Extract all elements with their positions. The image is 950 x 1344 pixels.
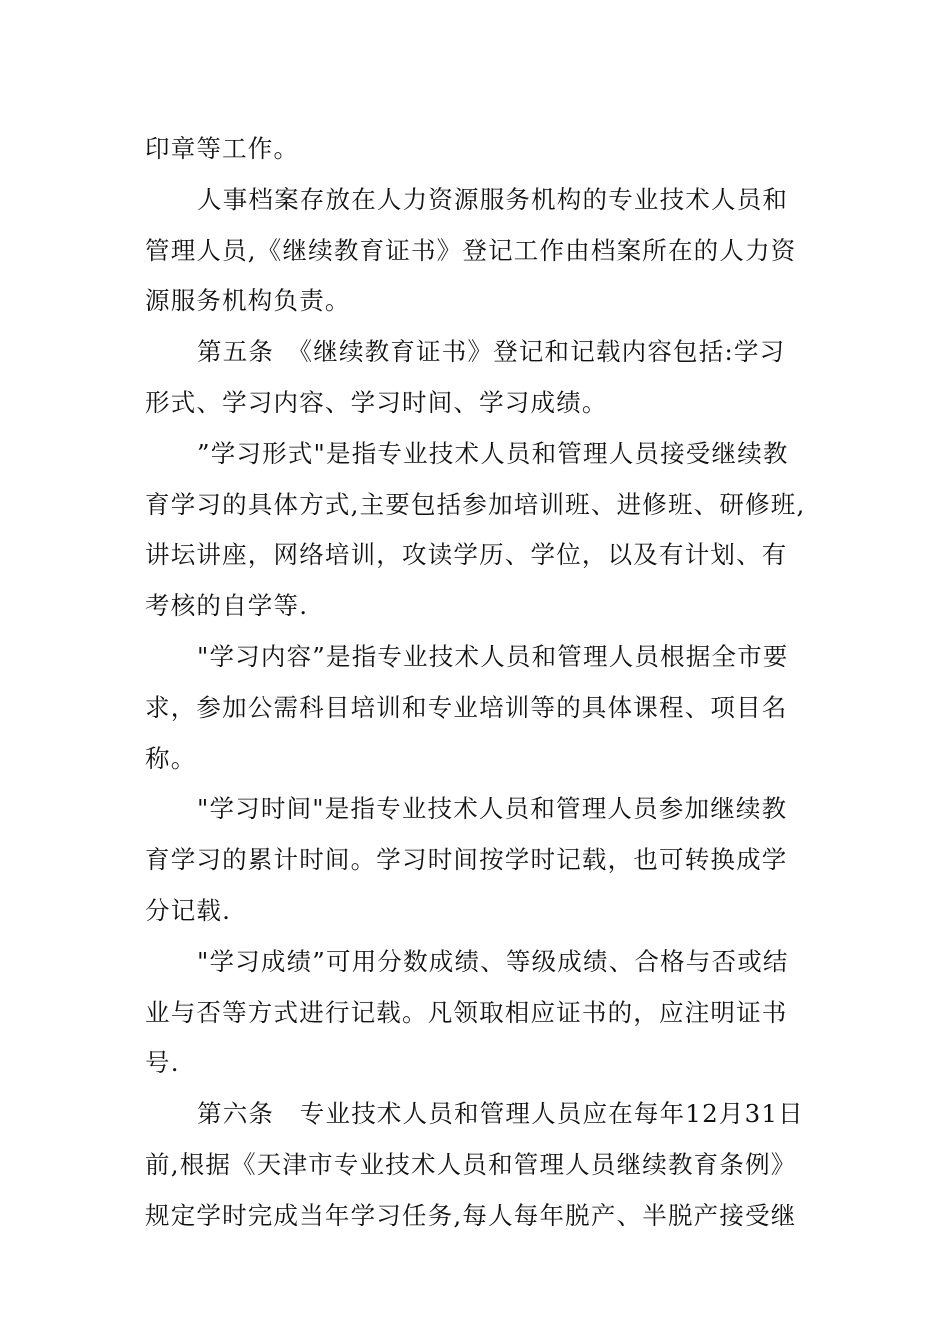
text-line: 称。 (145, 743, 197, 773)
text-line: 前,根据《天津市专业技术人员和管理人员继续教育条例》 (145, 1149, 797, 1179)
text-line: 分记载. (145, 895, 232, 925)
text-line: "学习成绩”可用分数成绩、等级成绩、合格与否或结 (197, 946, 789, 976)
text-line: 管理人员,《继续教育证书》登记工作由档案所在的人力资 (145, 235, 797, 265)
text-line: "学习时间"是指专业技术人员和管理人员参加继续教 (197, 794, 788, 824)
text-line: 规定学时完成当年学习任务,每人每年脱产、半脱产接受继 (145, 1200, 797, 1230)
text-line: 求，参加公需科目培训和专业培训等的具体课程、项目名 (145, 692, 788, 722)
text-line: ”学习形式"是指专业技术人员和管理人员接受继续教 (197, 438, 789, 468)
text-line: 形式、学习内容、学习时间、学习成绩。 (145, 387, 608, 417)
text-line: 号. (145, 1048, 180, 1078)
text-line: 第五条 《继续教育证书》登记和记载内容包括:学习 (197, 337, 786, 367)
text-line: 考核的自学等. (145, 591, 309, 621)
text-line: 业与否等方式进行记载。凡领取相应证书的，应注明证书 (145, 997, 788, 1027)
document-body (145, 124, 810, 1242)
text-line: 育学习的累计时间。学习时间按学时记载，也可转换成学 (145, 845, 788, 875)
text-line: 育学习的具体方式,主要包括参加培训班、进修班、研修班, (145, 489, 806, 519)
text-line: 人事档案存放在人力资源服务机构的专业技术人员和 (197, 184, 789, 214)
text-line: 源服务机构负责。 (145, 286, 351, 316)
text-line: 印章等工作。 (145, 134, 300, 163)
text-line: 讲坛讲座，网络培训，攻读学历、学位，以及有计划、有 (145, 540, 788, 570)
text-line: 第六条 专业技术人员和管理人员应在每年12月31日 (197, 1099, 804, 1129)
text-line: "学习内容”是指专业技术人员和管理人员根据全市要 (197, 641, 789, 671)
